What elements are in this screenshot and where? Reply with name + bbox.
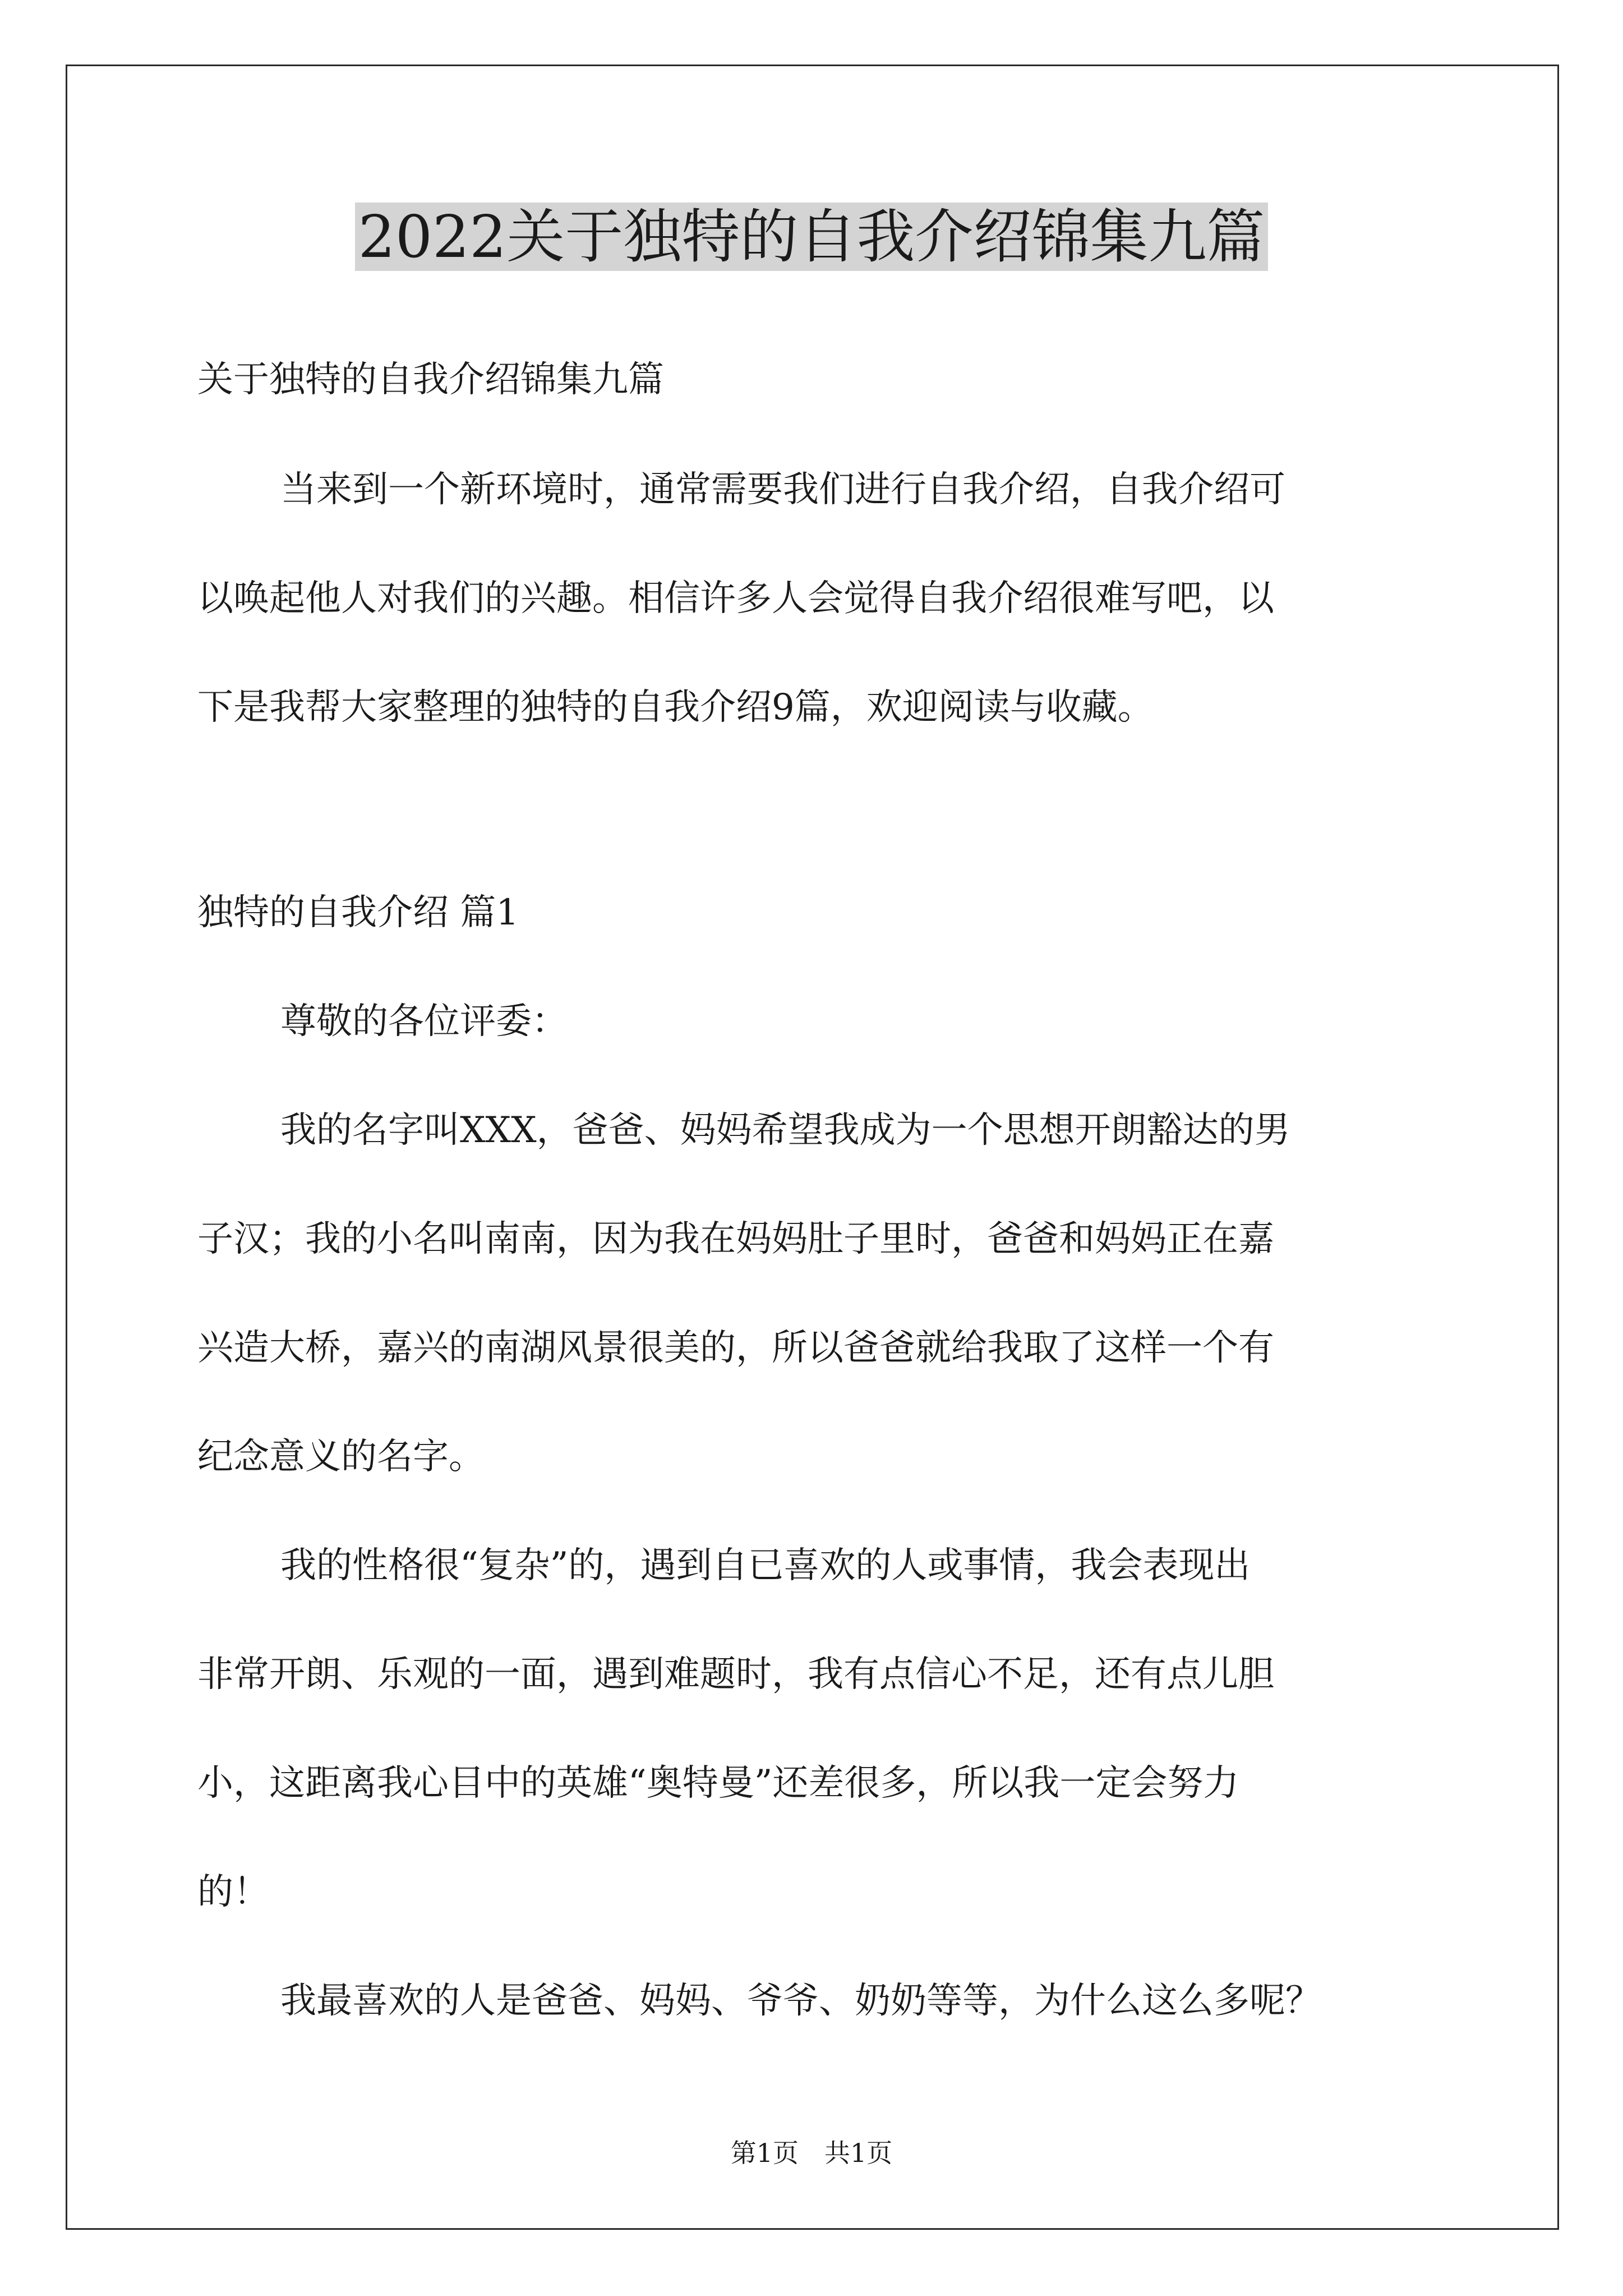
paragraph-line: 尊敬的各位评委： [280,1001,568,1042]
document-title-text: 2022关于独特的自我介绍锦集九篇 [355,203,1269,271]
paragraph-line: 我的性格很“复杂”的，遇到自已喜欢的人或事情，我会表现出 [280,1545,1251,1586]
paragraph-line: 子汉；我的小名叫南南，因为我在妈妈肚子里时，爸爸和妈妈正在嘉 [197,1218,1274,1260]
subtitle-line: 关于独特的自我介绍锦集九篇 [197,359,664,401]
paragraph-line: 我最喜欢的人是爸爸、妈妈、爷爷、奶奶等等，为什么这么多呢？ [280,1980,1321,2022]
paragraph-line: 我的名字叫XXX，爸爸、妈妈希望我成为一个思想开朗豁达的男 [280,1110,1290,1151]
paragraph-line: 以唤起他人对我们的兴趣。相信许多人会觉得自我介绍很难写吧，以 [197,578,1274,619]
section-heading: 独特的自我介绍 篇1 [197,892,519,933]
paragraph-line: 下是我帮大家整理的独特的自我介绍9篇，欢迎阅读与收藏。 [197,687,1154,728]
paragraph-line: 的！ [197,1871,269,1913]
paragraph-line: 小，这距离我心目中的英雄“奥特曼”还差很多，所以我一定会努力 [197,1763,1239,1804]
page-number-footer: 第1页 共1页 [730,2138,893,2168]
document-title [0,197,1623,276]
paragraph-line: 当来到一个新环境时，通常需要我们进行自我介绍，自我介绍可 [280,469,1285,510]
paragraph-line: 兴造大桥，嘉兴的南湖风景很美的，所以爸爸就给我取了这样一个有 [197,1327,1274,1369]
paragraph-line: 非常开朗、乐观的一面，遇到难题时，我有点信心不足，还有点儿胆 [197,1654,1274,1695]
paragraph-line: 纪念意义的名字。 [197,1436,485,1478]
